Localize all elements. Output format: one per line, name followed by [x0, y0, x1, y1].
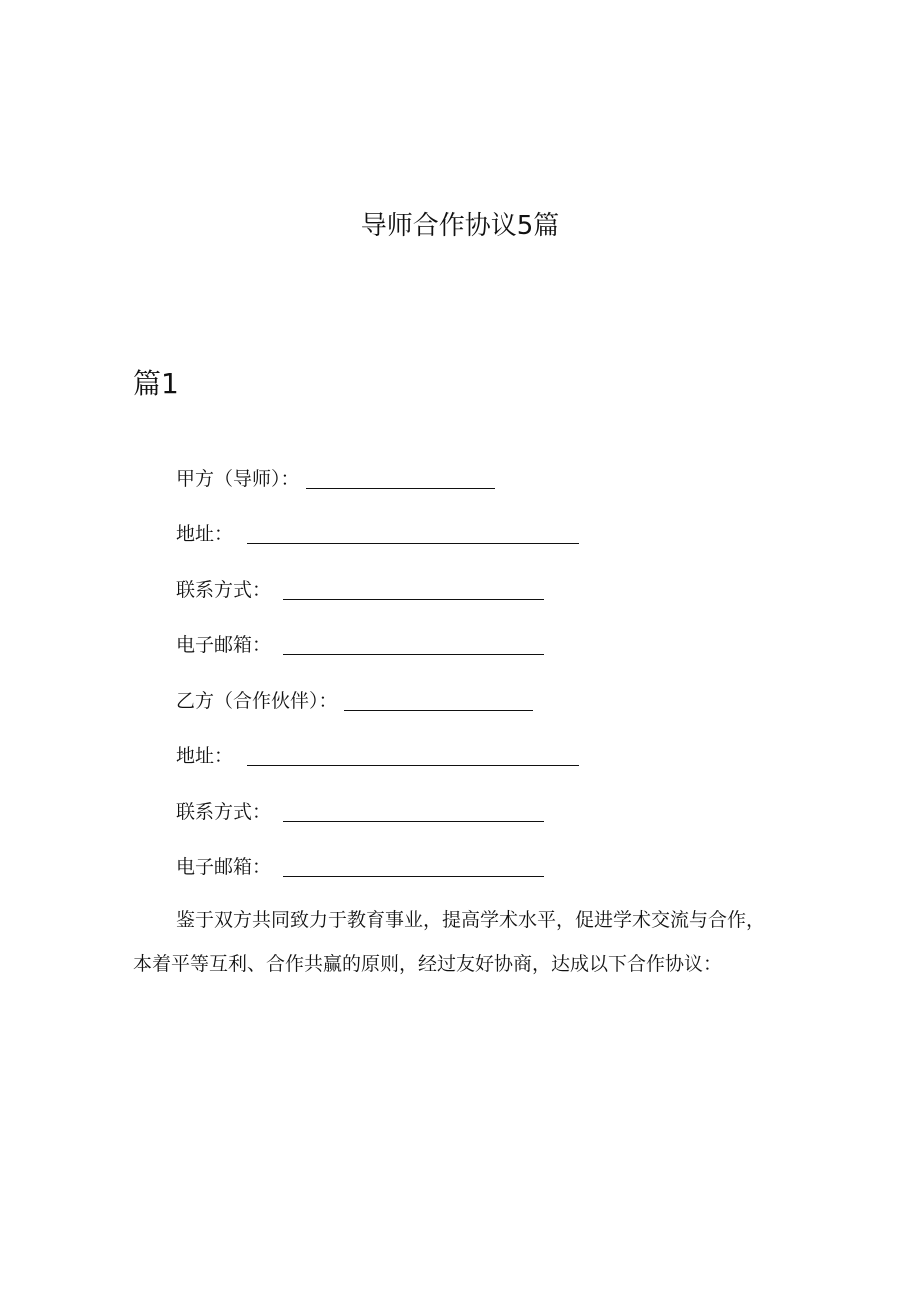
document-title: 导师合作协议5篇 — [360, 211, 560, 241]
fill-in-blank[interactable] — [247, 745, 579, 766]
field-label: 电子邮箱： — [176, 856, 272, 878]
preamble-paragraph — [133, 898, 803, 986]
form-field-party-b — [176, 684, 533, 714]
form-field-party-b-contact — [176, 795, 544, 825]
fill-in-blank[interactable] — [283, 579, 544, 600]
fill-in-blank[interactable] — [306, 468, 495, 489]
form-field-party-a-address — [176, 517, 579, 547]
field-label: 联系方式： — [176, 801, 272, 823]
form-field-party-a-email — [176, 628, 544, 658]
fill-in-blank[interactable] — [344, 690, 533, 711]
fill-in-blank[interactable] — [247, 523, 579, 544]
field-label: 乙方（合作伙伴）： — [176, 690, 338, 712]
field-label: 联系方式： — [176, 579, 272, 601]
paragraph-line: 鉴于双方共同致力于教育事业，提高学术水平，促进学术交流与合作， — [176, 909, 766, 931]
fill-in-blank[interactable] — [283, 856, 544, 877]
fill-in-blank[interactable] — [283, 634, 544, 655]
form-field-party-a — [176, 462, 495, 492]
paragraph-line: 本着平等互利、合作共赢的原则，经过友好协商，达成以下合作协议： — [133, 953, 723, 975]
form-field-party-a-contact — [176, 573, 544, 603]
section-heading: 篇1 — [133, 367, 179, 400]
field-label: 地址： — [176, 523, 234, 545]
fill-in-blank[interactable] — [283, 801, 544, 822]
form-field-party-b-address — [176, 739, 579, 769]
form-field-party-b-email — [176, 850, 544, 880]
field-label: 甲方（导师）： — [176, 468, 300, 490]
field-label: 电子邮箱： — [176, 634, 272, 656]
field-label: 地址： — [176, 745, 234, 767]
